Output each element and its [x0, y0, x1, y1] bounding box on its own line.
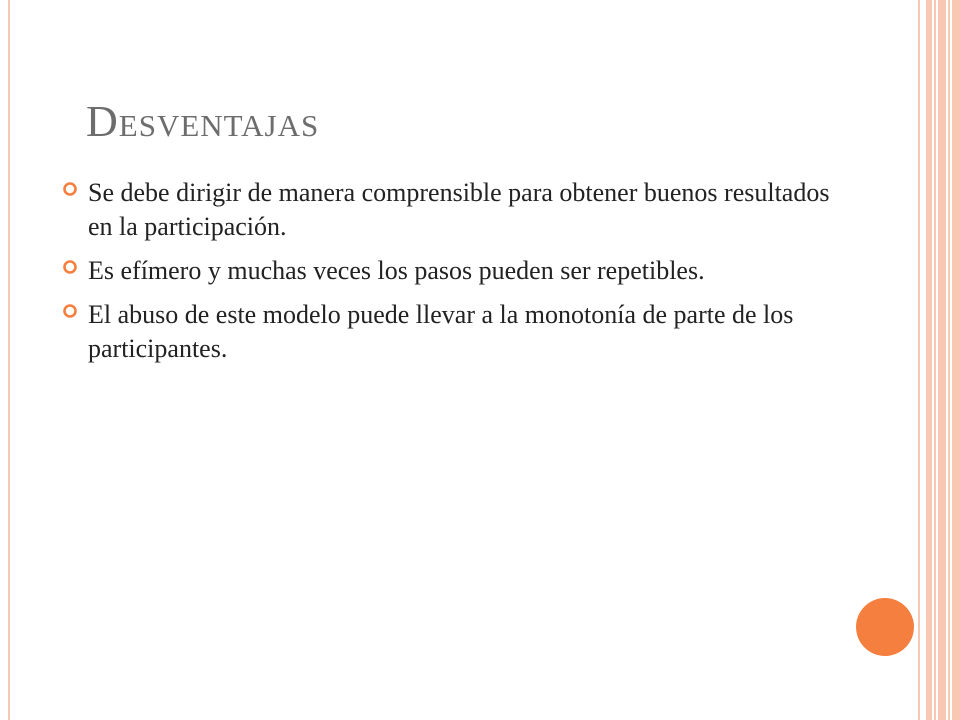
- bullet-ring-icon: [62, 259, 78, 275]
- slide-title: Desventajas: [86, 97, 320, 146]
- bullet-text: Es efímero y muchas veces los pasos pueden ser repetibles.: [88, 256, 705, 285]
- bullet-item: [62, 254, 842, 288]
- bullet-ring-icon: [62, 181, 78, 197]
- decorative-stripes: [922, 0, 960, 720]
- bullet-list: [62, 176, 842, 376]
- bullet-ring-icon: [62, 303, 78, 319]
- orange-circle-decoration: [856, 598, 914, 656]
- bullet-item: [62, 298, 842, 366]
- bullet-text: Se debe dirigir de manera comprensible para obtener buenos resultados en la participación.: [88, 178, 830, 241]
- bullet-text: El abuso de este modelo puede llevar a la monotonía de parte de los participantes.: [88, 300, 794, 363]
- bullet-item: [62, 176, 842, 244]
